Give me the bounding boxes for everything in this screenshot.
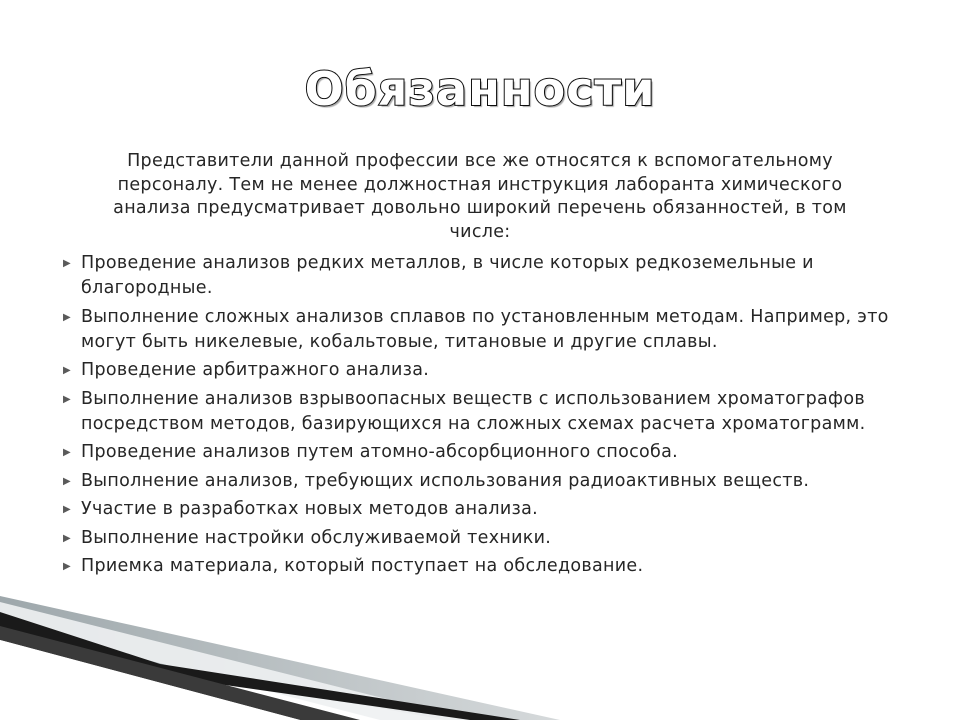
list-item-text: Проведение анализов редких металлов, в числе которых редкоземельные и благородные.	[81, 253, 814, 298]
triangle-bullet-icon: ▶	[63, 447, 71, 458]
list-item	[58, 251, 898, 301]
list-item-text: Участие в разработках новых методов анализа.	[81, 499, 538, 519]
list-item-text: Выполнение сложных анализов сплавов по установленным методам. Например, это могут быть никелевые, кобальтовые, титановые и другие сплавы.	[81, 306, 889, 352]
list-item-text: Приемка материала, который поступает на обследование.	[81, 556, 644, 576]
list-item	[58, 387, 898, 437]
triangle-bullet-icon: ▶	[63, 504, 71, 515]
triangle-bullet-icon: ▶	[63, 365, 71, 376]
list-item-text: Проведение арбитражного анализа.	[81, 360, 430, 380]
list-item	[58, 497, 898, 522]
list-item	[58, 440, 898, 465]
list-item	[58, 554, 898, 579]
triangle-bullet-icon: ▶	[63, 561, 71, 572]
list-item	[58, 305, 898, 355]
triangle-bullet-icon: ▶	[63, 311, 71, 323]
triangle-bullet-icon: ▶	[63, 532, 71, 544]
list-item	[58, 358, 898, 383]
duties-list	[58, 251, 898, 583]
list-item-text: Проведение анализов путем атомно-абсорбционного способа.	[81, 442, 678, 462]
list-item	[58, 526, 898, 551]
intro-paragraph: Представители данной профессии все же относятся к вспомогательному персоналу. Тем не менее должностная инструкция лаборанта химического анализа предусматривает довольно широкий перечень обязанностей, в том числе:	[113, 151, 847, 242]
triangle-bullet-icon: ▶	[63, 475, 71, 487]
triangle-bullet-icon: ▶	[63, 393, 71, 405]
list-item	[58, 469, 898, 494]
list-item-text: Выполнение анализов взрывоопасных веществ с использованием хроматографов посредством методов, базирующихся на сложных схемах расчета хроматограмм.	[81, 388, 866, 434]
list-item-text: Выполнение анализов, требующих использования радиоактивных веществ.	[81, 470, 810, 491]
triangle-bullet-icon: ▶	[63, 258, 71, 269]
slide-title: Обязанности	[304, 62, 656, 116]
list-item-text: Выполнение настройки обслуживаемой техники.	[81, 527, 552, 548]
